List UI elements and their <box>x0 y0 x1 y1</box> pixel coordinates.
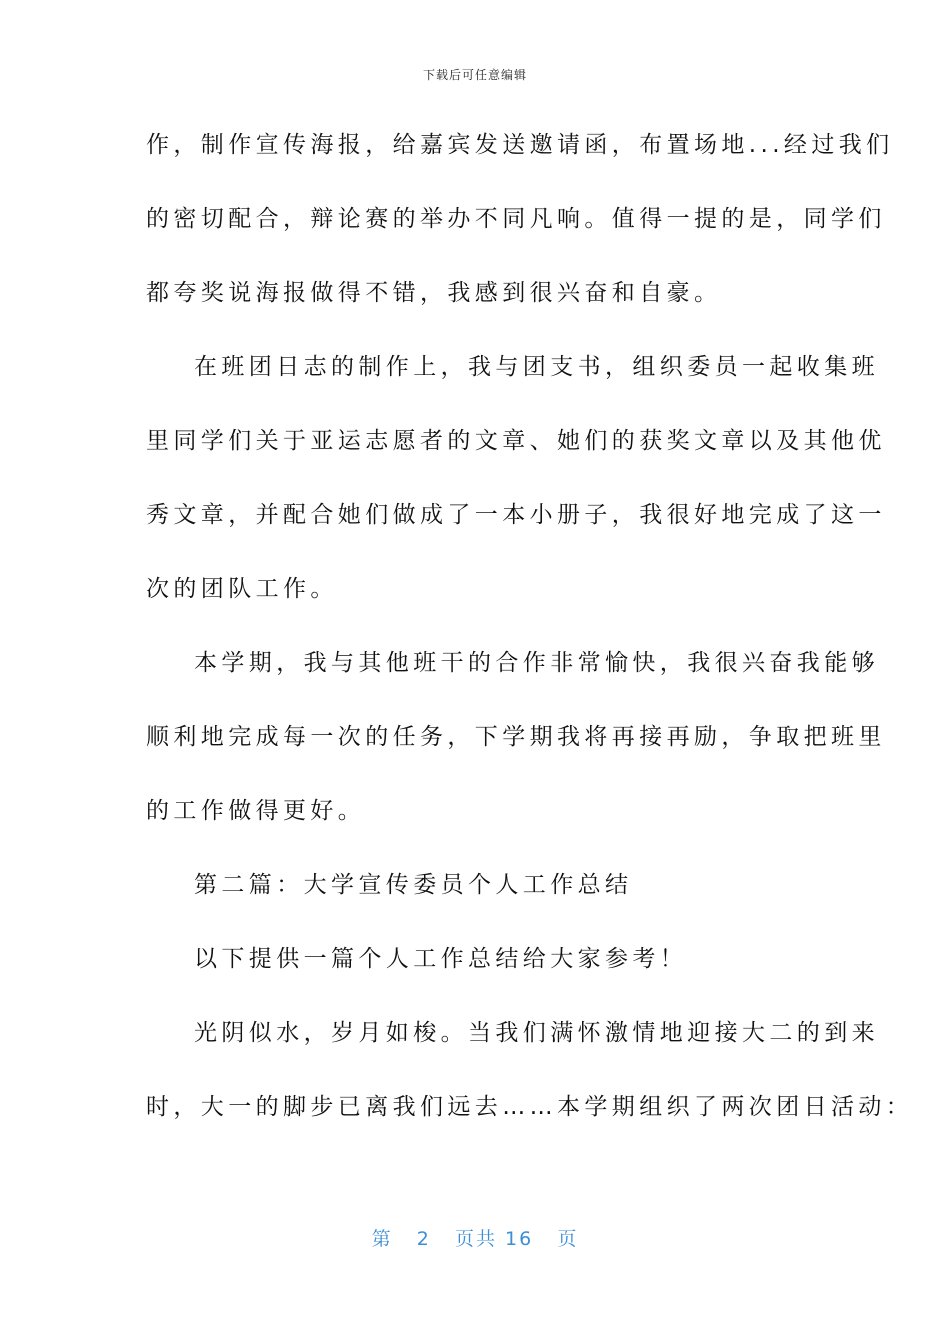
footer-suffix: 页 <box>557 1228 579 1250</box>
text-line: 顺利地完成每一次的任务，下学期我将再接再励，争取把班里 <box>146 724 886 750</box>
text-line: 时，大一的脚步已离我们远去……本学期组织了两次团日活动： <box>146 1094 914 1120</box>
text-line: 的密切配合，辩论赛的举办不同凡响。值得一提的是，同学们 <box>146 206 886 232</box>
text-line: 都夸奖说海报做得不错，我感到很兴奋和自豪。 <box>146 280 722 306</box>
document-body <box>146 120 914 1156</box>
section-heading: 第二篇：大学宣传委员个人工作总结 <box>194 872 633 898</box>
current-page-number: 2 <box>416 1228 431 1250</box>
total-pages-number: 16 <box>505 1228 534 1250</box>
text-line: 光阴似水，岁月如梭。当我们满怀激情地迎接大二的到来 <box>194 1020 879 1046</box>
footer-prefix: 第 <box>371 1228 393 1250</box>
page-header: 下载后可任意编辑 <box>422 68 527 82</box>
footer-middle: 页共 <box>454 1228 497 1250</box>
text-line: 本学期，我与其他班干的合作非常愉快，我很兴奋我能够 <box>194 650 879 676</box>
text-line: 里同学们关于亚运志愿者的文章、她们的获奖文章以及其他优 <box>146 428 886 454</box>
text-line: 次的团队工作。 <box>146 576 338 602</box>
text-line: 的工作做得更好。 <box>146 798 366 824</box>
text-line: 在班团日志的制作上，我与团支书，组织委员一起收集班 <box>194 354 879 380</box>
text-line: 以下提供一篇个人工作总结给大家参考！ <box>194 946 688 972</box>
text-line: 作，制作宣传海报，给嘉宾发送邀请函，布置场地...经过我们 <box>146 132 894 158</box>
text-line: 秀文章，并配合她们做成了一本小册子，我很好地完成了这一 <box>146 502 886 528</box>
page-footer <box>0 1224 950 1251</box>
